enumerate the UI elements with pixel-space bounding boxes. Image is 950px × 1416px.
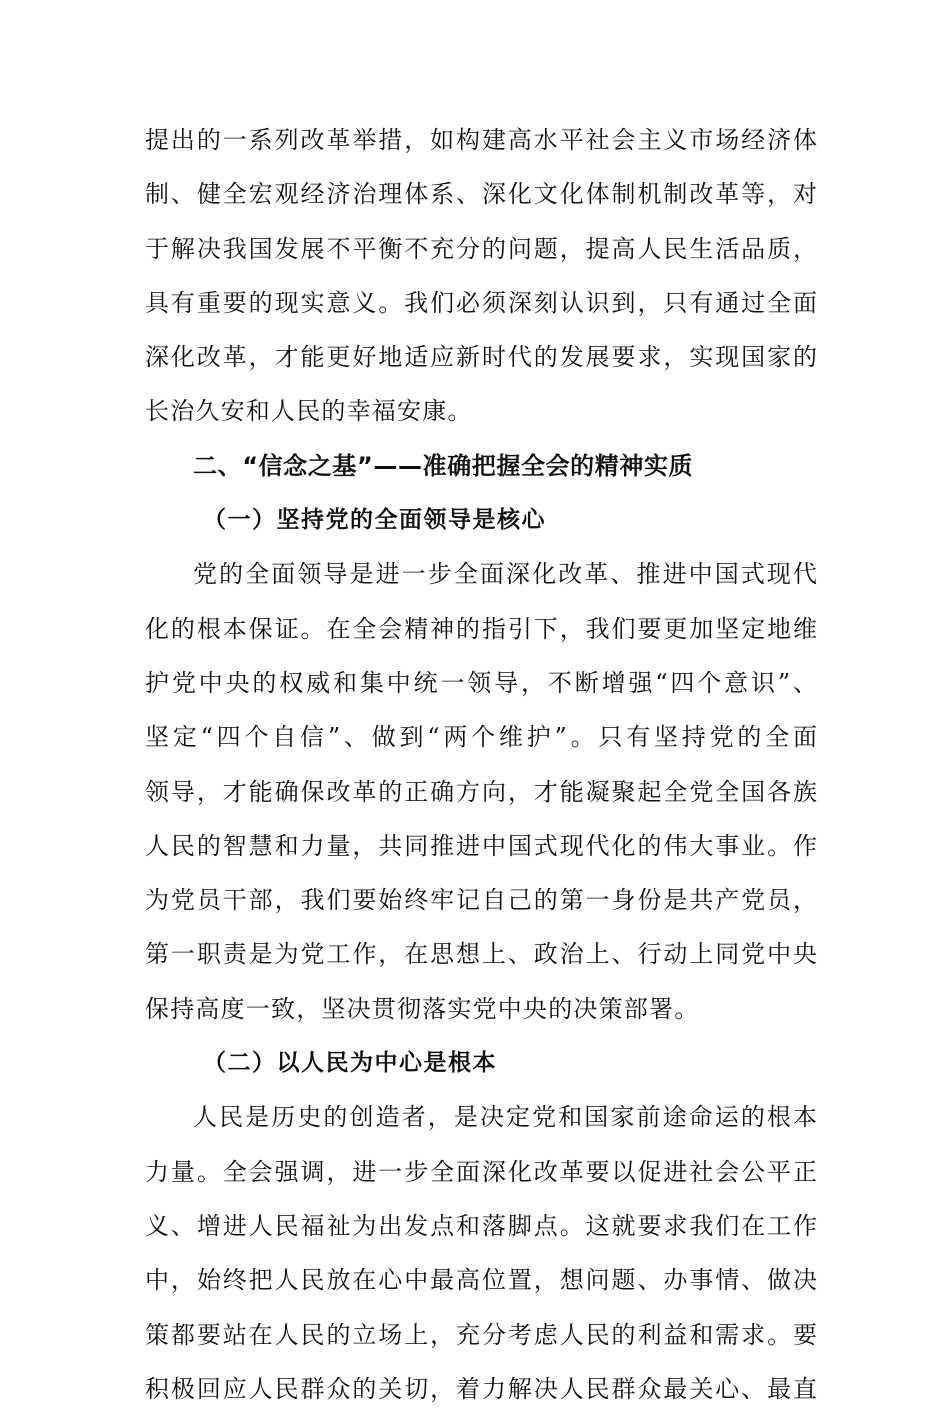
paragraph-line: 力量。全会强调，进一步全面深化改革要以促进社会公平正 [145, 1157, 817, 1186]
paragraph-line: 第一职责是为党工作，在思想上、政治上、行动上同党中央 [145, 940, 817, 969]
paragraph-2 [145, 547, 817, 1036]
paragraph-line: 积极回应人民群众的关切，着力解决人民群众最关心、最直 [145, 1374, 817, 1403]
paragraph-line: 人民的智慧和力量，共同推进中国式现代化的伟大事业。作 [145, 831, 817, 860]
paragraph-line: 中，始终把人民放在心中最高位置，想问题、办事情、做决 [145, 1266, 817, 1295]
paragraph-line: 长治久安和人民的幸福安康。 [145, 397, 473, 426]
paragraph-line: 于解决我国发展不平衡不充分的问题，提高人民生活品质， [145, 234, 817, 263]
paragraph-line: 领导，才能确保改革的正确方向，才能凝聚起全党全国各族 [145, 777, 817, 806]
section-heading: 二、“信念之基”——准确把握全会的精神实质 [193, 451, 694, 480]
paragraph-line: 护党中央的权威和集中统一领导，不断增强“四个意识”、 [145, 668, 817, 697]
paragraph-line: 制、健全宏观经济治理体系、深化文化体制机制改革等，对 [145, 180, 817, 209]
paragraph-line: 具有重要的现实意义。我们必须深刻认识到，只有通过全面 [145, 288, 817, 317]
paragraph-line: 化的根本保证。在全会精神的指引下，我们要更加坚定地维 [145, 614, 817, 643]
paragraph-line: 党的全面领导是进一步全面深化改革、推进中国式现代 [193, 560, 817, 589]
paragraph-line: 提出的一系列改革举措，如构建高水平社会主义市场经济体 [145, 126, 817, 154]
paragraph-line: 深化改革，才能更好地适应新时代的发展要求，实现国家的 [145, 343, 817, 372]
paragraph-3 [145, 1090, 817, 1416]
paragraph-line: 坚定“四个自信”、做到“两个维护”。只有坚持党的全面 [145, 723, 817, 752]
paragraph-line: 为党员干部，我们要始终牢记自己的第一身份是共产党员， [145, 886, 817, 915]
paragraph-1 [145, 113, 817, 439]
paragraph-line: 保持高度一致，坚决贯彻落实党中央的决策部署。 [145, 994, 700, 1023]
paragraph-line: 策都要站在人民的立场上，充分考虑人民的利益和需求。要 [145, 1320, 817, 1349]
subsection-heading-1: （一）坚持党的全面领导是核心 [203, 506, 546, 534]
paragraph-line: 义、增进人民福祉为出发点和落脚点。这就要求我们在工作 [145, 1211, 817, 1240]
subsection-heading-2: （二）以人民为中心是根本 [203, 1049, 497, 1077]
document-body [145, 113, 817, 1416]
paragraph-line: 人民是历史的创造者，是决定党和国家前途命运的根本 [193, 1103, 817, 1132]
